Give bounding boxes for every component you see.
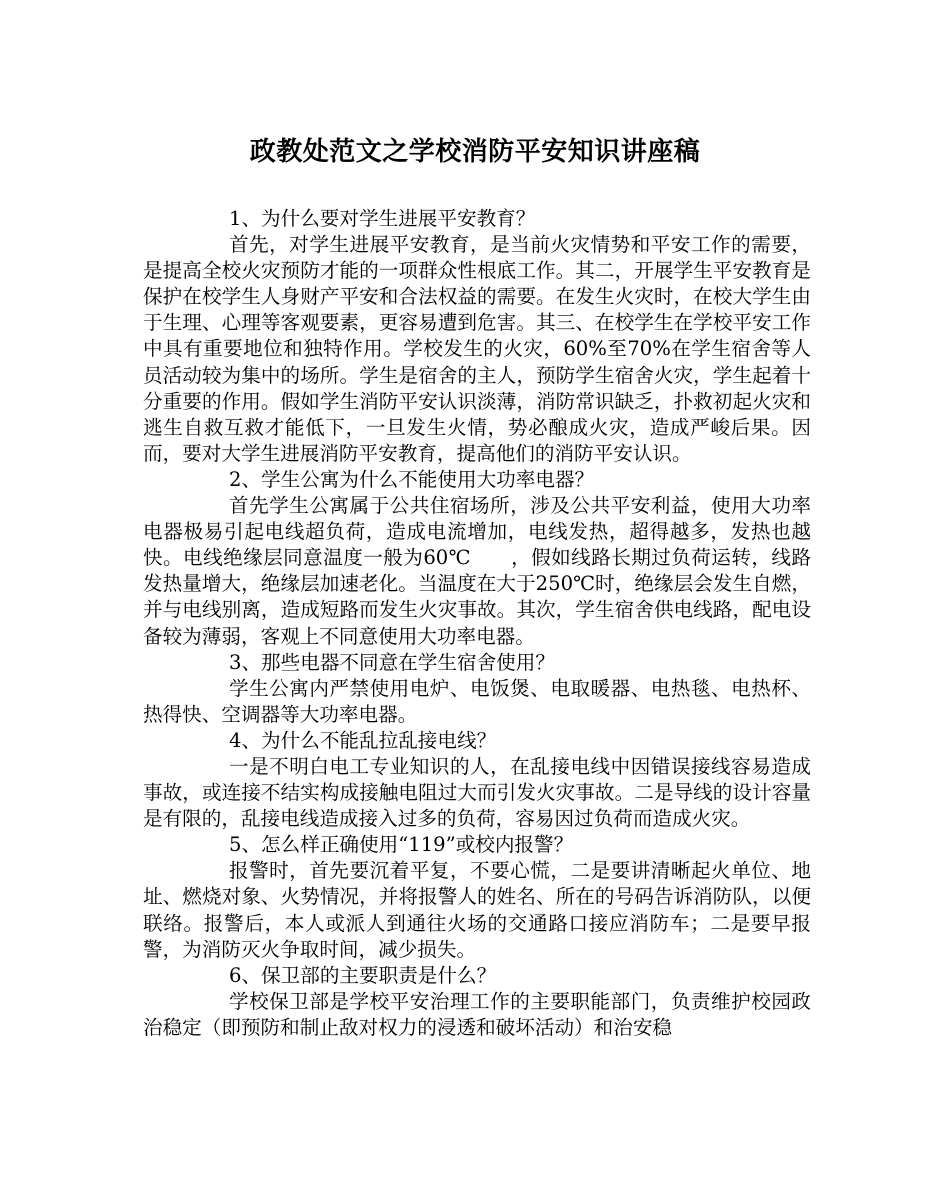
answer-paragraph: 一是不明白电工专业知识的人，在乱接电线中因错误接线容易造成事故，或连接不结实构成接触电阻过大而引发火灾事故。二是导线的设计容量是有限的，乱接电线造成接入过多的负荷，容易因过负荷而造成火灾。 — [143, 754, 811, 831]
question-heading: 1、为什么要对学生进展平安教育？ — [229, 207, 536, 230]
answer-paragraph: 学生公寓内严禁使用电炉、电饭煲、电取暖器、电热毯、电热杯、热得快、空调器等大功率电器。 — [143, 676, 811, 726]
answer-paragraph: 首先学生公寓属于公共住宿场所，涉及公共平安利益，使用大功率电器极易引起电线超负荷，造成电流增加，电线发热，超得越多，发热也越快。电线绝缘层同意温度一般为60℃ ，假如线路长期过负荷运转，线路发热量增大，绝缘层加速老化。当温度在大于250℃时，绝缘层会发生自燃，并与电线别离，造成短路而发生火灾事故。其次，学生宿舍供电线路，配电设备较为薄弱，客观上不同意使用大功率电器。 — [143, 494, 811, 648]
document-title: 政教处范文之学校消防平安知识讲座稿 — [249, 137, 701, 167]
answer-paragraph: 报警时，首先要沉着平复，不要心慌，二是要讲清晰起火单位、地址、燃烧对象、火势情况，并将报警人的姓名、所在的号码告诉消防队，以便联络。报警后，本人或派人到通往火场的交通路口接应消防车；二是要早报警，为消防灭火争取时间，减少损失。 — [143, 859, 811, 961]
question-heading: 5、怎么样正确使用“119”或校内报警？ — [229, 833, 574, 857]
question-heading: 6、保卫部的主要职责是什么？ — [229, 963, 497, 987]
question-heading: 3、那些电器不同意在学生宿舍使用？ — [229, 650, 555, 674]
question-heading: 2、学生公寓为什么不能使用大功率电器？ — [229, 467, 595, 491]
answer-paragraph: 学校保卫部是学校平安治理工作的主要职能部门，负责维护校园政治稳定（即预防和制止敌对权力的浸透和破坏活动）和治安稳 — [143, 989, 811, 1039]
answer-paragraph: 首先，对学生进展平安教育，是当前火灾情势和平安工作的需要，是提高全校火灾预防才能的一项群众性根底工作。其二，开展学生平安教育是保护在校学生人身财产平安和合法权益的需要。在发生火灾时，在校大学生由于生理、心理等客观要素，更容易遭到危害。其三、在校学生在学校平安工作中具有重要地位和独特作用。学校发生的火灾，60%至70%在学生宿舍等人员活动较为集中的场所。学生是宿舍的主人，预防学生宿舍火灾，学生起着十分重要的作用。假如学生消防平安认识淡薄，消防常识缺乏，扑救初起火灾和逃生自救互救才能低下，一旦发生火情，势必酿成火灾，造成严峻后果。因而，要对大学生进展消防平安教育，提高他们的消防平安认识。 — [143, 233, 811, 465]
document-body — [143, 206, 811, 1041]
question-heading: 4、为什么不能乱拉乱接电线？ — [229, 728, 497, 752]
